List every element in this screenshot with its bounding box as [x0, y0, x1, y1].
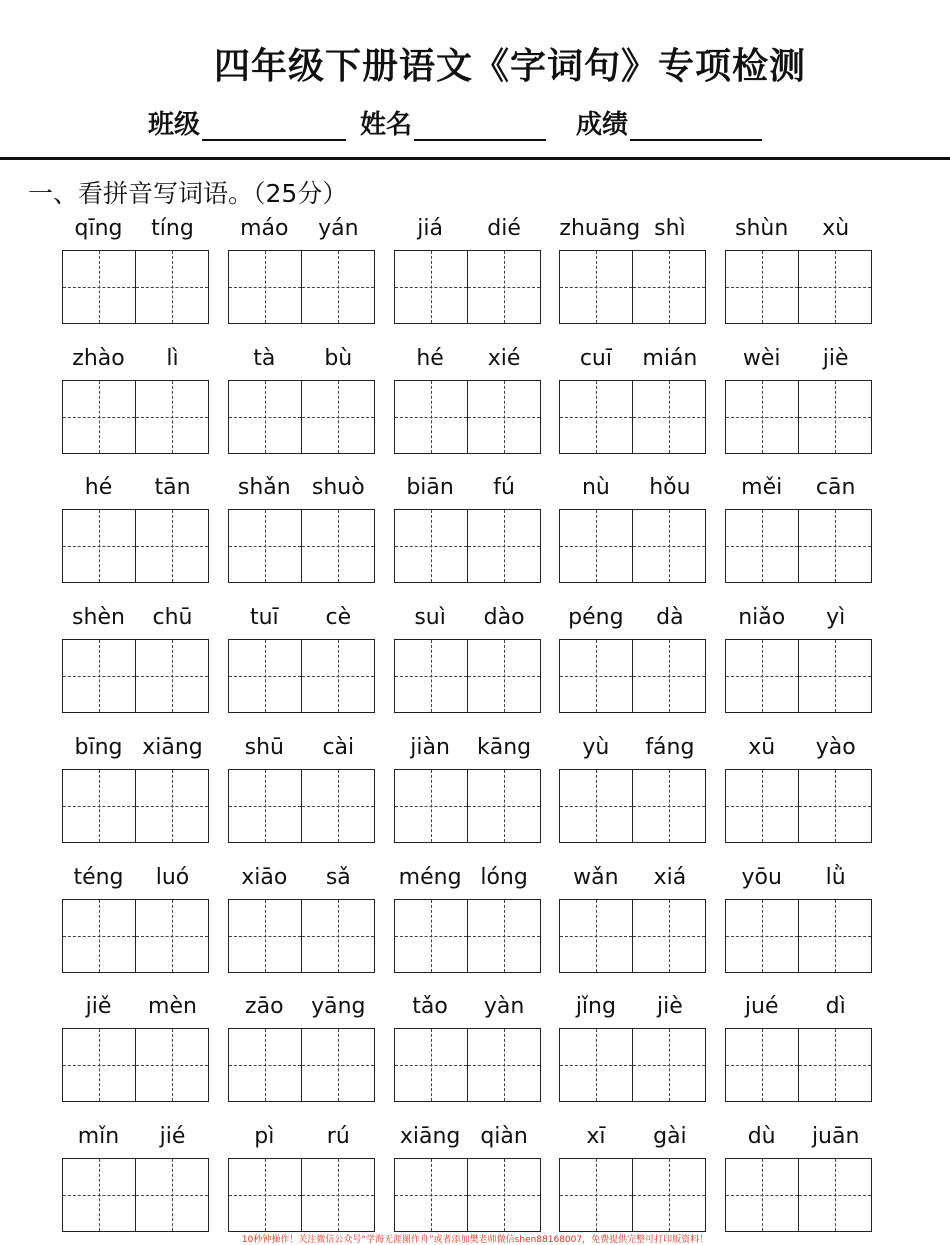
pinyin-label: shū: [244, 734, 284, 760]
pinyin-label: xié: [487, 345, 521, 371]
character-cell[interactable]: [726, 900, 798, 972]
character-cell[interactable]: [560, 1029, 632, 1101]
word-row: [62, 994, 882, 1106]
word-item: [725, 865, 872, 977]
word-item: [228, 605, 375, 717]
word-item: [725, 605, 872, 717]
pinyin-label: yāng: [311, 994, 366, 1020]
character-cell[interactable]: [798, 900, 871, 972]
pinyin-label: zhào: [72, 345, 125, 371]
word-row: [62, 605, 882, 717]
word-item: [559, 735, 706, 847]
character-cell[interactable]: [229, 1159, 301, 1231]
word-row: [62, 216, 882, 328]
word-item: [559, 994, 706, 1106]
pinyin-label: měi: [741, 475, 783, 501]
character-cell[interactable]: [560, 251, 632, 323]
pinyin-label: tān: [154, 475, 191, 501]
word-item: [394, 735, 541, 847]
character-cell[interactable]: [632, 1029, 705, 1101]
tianzige-box: [559, 899, 706, 973]
character-cell[interactable]: [726, 640, 798, 712]
character-cell[interactable]: [63, 770, 135, 842]
tianzige-box: [725, 769, 872, 843]
pinyin-label: dì: [825, 994, 846, 1020]
tianzige-box: [228, 769, 375, 843]
name-field: [360, 104, 546, 141]
pinyin-label: tuī: [249, 605, 279, 631]
tianzige-box: [62, 509, 209, 583]
word-item: [559, 1124, 706, 1236]
character-cell[interactable]: [301, 510, 374, 582]
word-item: [559, 865, 706, 977]
word-item: [725, 1124, 872, 1236]
tianzige-box: [559, 639, 706, 713]
pinyin-label: xū: [748, 734, 776, 760]
pinyin-label: tíng: [151, 216, 194, 241]
pinyin-label: shǎn: [237, 475, 291, 501]
pinyin-label: yì: [826, 605, 846, 631]
pinyin-label: dào: [483, 605, 525, 631]
word-item: [394, 865, 541, 977]
tianzige-box: [725, 509, 872, 583]
character-cell[interactable]: [632, 1159, 705, 1231]
character-cell[interactable]: [63, 1159, 135, 1231]
pinyin-label: juān: [811, 1123, 860, 1149]
pinyin-label: yōu: [741, 864, 782, 890]
tianzige-box: [725, 1028, 872, 1102]
tianzige-box: [394, 899, 541, 973]
word-row: [62, 475, 882, 587]
character-cell[interactable]: [798, 251, 871, 323]
word-item: [228, 1124, 375, 1236]
character-cell[interactable]: [467, 1159, 540, 1231]
tianzige-box: [62, 250, 209, 324]
tianzige-box: [228, 380, 375, 454]
word-row: [62, 346, 882, 458]
character-cell[interactable]: [467, 900, 540, 972]
word-item: [725, 475, 872, 587]
name-blank[interactable]: [414, 111, 546, 141]
header-divider: [0, 157, 950, 160]
tianzige-box: [228, 899, 375, 973]
word-item: [725, 735, 872, 847]
character-cell[interactable]: [229, 640, 301, 712]
character-cell[interactable]: [135, 251, 208, 323]
character-cell[interactable]: [229, 900, 301, 972]
tianzige-box: [394, 639, 541, 713]
score-label: 成绩: [576, 110, 629, 140]
tianzige-box: [228, 1028, 375, 1102]
tianzige-box: [62, 1158, 209, 1232]
word-item: [62, 735, 209, 847]
character-cell[interactable]: [63, 381, 135, 453]
word-item: [228, 346, 375, 458]
pinyin-label: jiě: [85, 994, 112, 1020]
word-item: [62, 605, 209, 717]
character-cell[interactable]: [395, 381, 467, 453]
pinyin-label: dù: [747, 1123, 776, 1149]
character-cell[interactable]: [467, 770, 540, 842]
word-item: [725, 346, 872, 458]
character-cell[interactable]: [63, 640, 135, 712]
character-cell[interactable]: [395, 510, 467, 582]
character-cell[interactable]: [632, 251, 705, 323]
word-item: [228, 865, 375, 977]
pinyin-label: dié: [487, 216, 521, 241]
tianzige-box: [725, 639, 872, 713]
character-cell[interactable]: [560, 510, 632, 582]
word-item: [559, 216, 706, 328]
pinyin-label: lǜ: [825, 864, 846, 890]
pinyin-label: wèi: [742, 345, 781, 371]
word-item: [228, 735, 375, 847]
word-item: [394, 994, 541, 1106]
pinyin-label: tà: [253, 345, 276, 371]
pinyin-label: shuò: [311, 475, 365, 501]
character-cell[interactable]: [135, 381, 208, 453]
character-cell[interactable]: [726, 251, 798, 323]
pinyin-label: biān: [406, 475, 454, 501]
tianzige-box: [62, 899, 209, 973]
character-cell[interactable]: [726, 770, 798, 842]
character-cell[interactable]: [301, 1159, 374, 1231]
pinyin-label: bīng: [74, 734, 123, 760]
character-cell[interactable]: [301, 640, 374, 712]
tianzige-box: [559, 380, 706, 454]
character-cell[interactable]: [229, 251, 301, 323]
pinyin-label: zāo: [245, 994, 284, 1020]
character-cell[interactable]: [798, 640, 871, 712]
word-item: [394, 475, 541, 587]
pinyin-label: yàn: [483, 994, 525, 1020]
word-item: [559, 346, 706, 458]
word-item: [62, 216, 209, 328]
pinyin-label: jiá: [417, 216, 443, 241]
character-cell[interactable]: [229, 770, 301, 842]
pinyin-label: jué: [744, 994, 779, 1020]
character-cell[interactable]: [135, 900, 208, 972]
pinyin-label: lóng: [480, 864, 528, 890]
pinyin-label: niǎo: [738, 605, 786, 631]
character-cell[interactable]: [395, 770, 467, 842]
character-cell[interactable]: [560, 770, 632, 842]
tianzige-box: [559, 509, 706, 583]
pinyin-label: xī: [586, 1123, 606, 1149]
pinyin-label: mǐn: [77, 1123, 120, 1149]
tianzige-box: [559, 1028, 706, 1102]
character-cell[interactable]: [632, 640, 705, 712]
word-row: [62, 1124, 882, 1236]
character-cell[interactable]: [467, 640, 540, 712]
pinyin-label: xiāng: [142, 734, 203, 760]
word-item: [725, 216, 872, 328]
pinyin-label: suì: [414, 605, 446, 631]
pinyin-label: fú: [493, 475, 515, 501]
character-cell[interactable]: [726, 1029, 798, 1101]
section-heading: 一、看拼音写词语。（25分）: [28, 179, 348, 208]
pinyin-label: hé: [84, 475, 113, 501]
pinyin-label: mèn: [148, 994, 197, 1020]
character-cell[interactable]: [63, 1029, 135, 1101]
character-cell[interactable]: [395, 251, 467, 323]
tianzige-box: [228, 250, 375, 324]
character-cell[interactable]: [301, 381, 374, 453]
character-cell[interactable]: [467, 381, 540, 453]
pinyin-label: chū: [152, 605, 193, 631]
word-item: [228, 216, 375, 328]
pinyin-label: xiāo: [241, 864, 288, 890]
character-cell[interactable]: [632, 770, 705, 842]
student-info: [148, 104, 776, 141]
pinyin-label: jǐng: [575, 994, 616, 1020]
pinyin-label: shùn: [735, 216, 789, 241]
word-item: [394, 605, 541, 717]
pinyin-label: yào: [815, 734, 856, 760]
tianzige-box: [62, 380, 209, 454]
pinyin-label: dà: [656, 605, 684, 631]
pinyin-label: hǒu: [649, 475, 691, 501]
pinyin-label: xiāng: [399, 1123, 461, 1149]
character-cell[interactable]: [135, 770, 208, 842]
pinyin-label: lì: [166, 345, 179, 371]
pinyin-label: cè: [325, 605, 352, 631]
tianzige-box: [394, 1028, 541, 1102]
character-cell[interactable]: [63, 251, 135, 323]
character-cell[interactable]: [395, 900, 467, 972]
pinyin-label: péng: [568, 605, 624, 631]
word-item: [62, 865, 209, 977]
character-cell[interactable]: [798, 1159, 871, 1231]
character-cell[interactable]: [726, 510, 798, 582]
character-cell[interactable]: [798, 1029, 871, 1101]
tianzige-box: [394, 1158, 541, 1232]
word-item: [394, 1124, 541, 1236]
word-item: [725, 994, 872, 1106]
tianzige-box: [62, 639, 209, 713]
footer-note: 10秒钟操作！关注微信公众号“学海无涯图作舟”或者添加樊老师微信shen88168007，免费提供完整可打印版资料！: [241, 1235, 709, 1245]
character-cell[interactable]: [560, 1159, 632, 1231]
class-field: [148, 104, 346, 141]
score-blank[interactable]: [630, 111, 762, 141]
character-cell[interactable]: [726, 1159, 798, 1231]
pinyin-label: téng: [73, 864, 124, 890]
word-item: [228, 475, 375, 587]
pinyin-label: pì: [254, 1123, 275, 1149]
pinyin-label: sǎ: [325, 864, 351, 890]
name-label: 姓名: [360, 110, 413, 140]
character-cell[interactable]: [135, 510, 208, 582]
pinyin-label: luó: [155, 864, 190, 890]
word-item: [62, 346, 209, 458]
tianzige-box: [62, 1028, 209, 1102]
tianzige-box: [394, 250, 541, 324]
character-cell[interactable]: [301, 900, 374, 972]
word-row: [62, 735, 882, 847]
character-cell[interactable]: [135, 1029, 208, 1101]
pinyin-label: qīng: [74, 216, 123, 241]
word-item: [394, 216, 541, 328]
word-row: [62, 865, 882, 977]
tianzige-box: [228, 1158, 375, 1232]
character-cell[interactable]: [798, 381, 871, 453]
pinyin-label: cài: [322, 734, 355, 760]
pinyin-label: kāng: [477, 734, 532, 760]
character-cell[interactable]: [798, 510, 871, 582]
character-cell[interactable]: [560, 900, 632, 972]
word-item: [559, 605, 706, 717]
character-cell[interactable]: [726, 381, 798, 453]
character-cell[interactable]: [560, 381, 632, 453]
character-cell[interactable]: [63, 900, 135, 972]
character-cell[interactable]: [467, 510, 540, 582]
pinyin-label: jiè: [657, 994, 683, 1020]
character-cell[interactable]: [560, 640, 632, 712]
pinyin-label: méng: [398, 864, 462, 890]
character-cell[interactable]: [229, 1029, 301, 1101]
pinyin-label: gài: [653, 1123, 687, 1149]
pinyin-label: nù: [581, 475, 610, 501]
tianzige-box: [559, 250, 706, 324]
pinyin-label: jié: [159, 1123, 186, 1149]
character-cell[interactable]: [632, 900, 705, 972]
class-label: 班级: [148, 110, 201, 140]
character-cell[interactable]: [229, 381, 301, 453]
pinyin-label: fáng: [645, 734, 695, 760]
tianzige-box: [559, 769, 706, 843]
character-cell[interactable]: [301, 251, 374, 323]
tianzige-box: [228, 509, 375, 583]
character-cell[interactable]: [798, 770, 871, 842]
tianzige-box: [725, 380, 872, 454]
word-item: [559, 475, 706, 587]
pinyin-label: yù: [582, 734, 610, 760]
character-cell[interactable]: [395, 1029, 467, 1101]
page-title: 四年级下册语文《字词句》专项检测: [213, 45, 806, 87]
tianzige-box: [725, 899, 872, 973]
class-blank[interactable]: [202, 111, 346, 141]
pinyin-label: cuī: [579, 345, 612, 371]
character-cell[interactable]: [135, 640, 208, 712]
character-cell[interactable]: [632, 510, 705, 582]
pinyin-label: jiè: [822, 345, 849, 371]
character-cell[interactable]: [467, 1029, 540, 1101]
word-item: [62, 475, 209, 587]
pinyin-label: mián: [642, 345, 698, 371]
pinyin-label: xù: [822, 216, 850, 241]
tianzige-box: [725, 1158, 872, 1232]
pinyin-label: shì: [654, 216, 686, 241]
pinyin-label: máo: [240, 216, 289, 241]
pinyin-label: qiàn: [480, 1123, 528, 1149]
pinyin-label: rú: [326, 1123, 350, 1149]
character-cell[interactable]: [301, 770, 374, 842]
word-item: [62, 1124, 209, 1236]
pinyin-label: wǎn: [573, 864, 619, 890]
tianzige-box: [559, 1158, 706, 1232]
pinyin-label: zhuāng: [559, 216, 641, 241]
character-cell[interactable]: [63, 510, 135, 582]
pinyin-label: yán: [318, 216, 359, 241]
tianzige-box: [394, 509, 541, 583]
pinyin-label: cān: [815, 475, 856, 501]
word-item: [228, 994, 375, 1106]
tianzige-box: [394, 769, 541, 843]
character-cell[interactable]: [395, 1159, 467, 1231]
pinyin-label: hé: [416, 345, 444, 371]
character-cell[interactable]: [301, 1029, 374, 1101]
character-cell[interactable]: [135, 1159, 208, 1231]
pinyin-label: xiá: [653, 864, 687, 890]
score-field: [576, 104, 762, 141]
tianzige-box: [62, 769, 209, 843]
pinyin-label: tǎo: [412, 994, 448, 1020]
word-item: [394, 346, 541, 458]
tianzige-box: [725, 250, 872, 324]
character-cell[interactable]: [467, 251, 540, 323]
pinyin-label: shèn: [72, 605, 125, 631]
tianzige-box: [228, 639, 375, 713]
word-item: [62, 994, 209, 1106]
character-cell[interactable]: [632, 381, 705, 453]
pinyin-label: bù: [324, 345, 353, 371]
character-cell[interactable]: [395, 640, 467, 712]
character-cell[interactable]: [229, 510, 301, 582]
tianzige-box: [394, 380, 541, 454]
pinyin-label: jiàn: [410, 734, 450, 760]
